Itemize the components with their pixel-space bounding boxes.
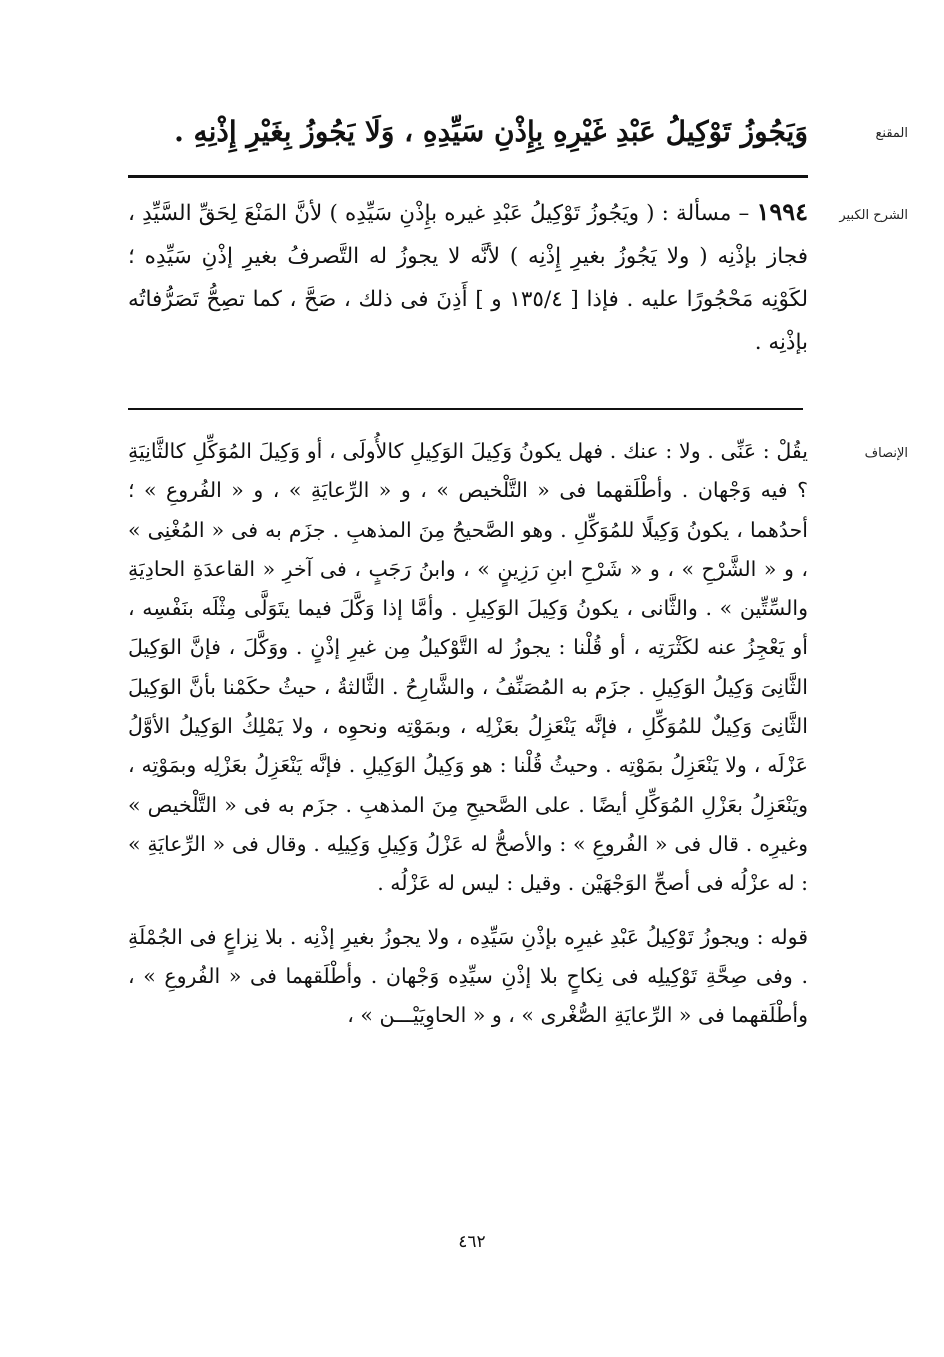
muqni-text <box>128 112 808 152</box>
insaf-paragraph-1: يقُلْ : عَنِّى . ولا : عنك . فهل يكونُ وَكِيلَ الوَكِيلِ كالأُولَى ، أو وَكِيلَ المُوَكِّلِ كالثَّانِيَةِ ؟ فيه وَجْهان . وأطْلَقهما فى « التَّلْخيص » ، و « الرِّعايَةِ » ، و « الفُروعِ » ؛ أحدُهما ، يكونُ وَكِيلًا للمُوَكِّلِ . وهو الصَّحيحُ مِنَ المذهبِ . جزَم به فى « المُغْنِى » ، و « الشَّرْحِ » ، و « شَرْحِ ابنِ رَزِينٍ » ، وابنُ رَجَبٍ ، فى آخرِ « القاعدَةِ الحادِيَةِ والسِّتِّين » . والثَّانى ، يكونُ وَكِيلَ الوَكِيلِ . وأمَّا إذا وَكَّلَ فيما يتَوَلَّى مِثْلَه بنَفْسِه ، أو يَعْجِزُ عنه لكَثْرَتِه ، أو قُلْنا : يجوزُ له التَّوْكيلُ مِن غيرِ إذْنٍ . ووَكَّلَ ، فإنَّ الوَكِيلَ الثَّانِىَ وَكِيلُ الوَكِيلِ . جزَم به المُصَنِّفُ ، والشَّارِحُ . الثَّالثةُ ، حيثُ حكَمْنا بأنَّ الوَكِيلَ الثَّانِىَ وَكِيلٌ للمُوَكِّلِ ، فإنَّه يَنْعَزِلُ بعَزْلِه ، وبمَوْتِه ونحوِه ، ولا يَمْلِكُ الوَكِيلُ الأوَّلُ عَزْلَه ، ولا يَنْعَزِلُ بمَوْتِه . وحيثُ قُلْنا : هو وَكِيلُ الوَكِيلِ . فإنَّه يَنْعَزِلُ بعَزْلِه وبمَوْتِه ، ويَنْعَزِلُ بعَزْلِ المُوَكِّلِ أيضًا . على الصَّحيحِ مِنَ المذهبِ . جزَم به فى « التَّلْخيص » وغيرِه . قال فى « الفُروعِ » : والأصحُّ له عَزْلُ وَكِيلِ وَكِيلِه . وقال فى « الرِّعايَةِ » : له عزْلُه فى أصحِّ الوَجْهَيْن . وقيل : ليس له عَزْلُه . <box>128 439 808 896</box>
sharh-text <box>128 190 808 364</box>
insaf-paragraph-2: قوله : ويجوزُ تَوْكِيلُ عَبْدِ غيرِه بإذْنِ سَيِّدِه ، ولا يجوزُ بغيرِ إذْنِه . بلا نِزاعٍ فى الجُمْلَةِ . وفى صِحَّةِ تَوْكِيلِه فى نِكاحٍ بلا إذْنِ سيِّدِه وَجْهان . وأطْلَقهما فى « الفُروعِ » ، وأطْلَقهما فى « الرِّعايَةِ الصُّغْرى » ، و « الحاوِيَيْـــن » ، <box>128 924 808 1028</box>
insaf-text <box>128 432 808 1035</box>
page-number: ٤٦٢ <box>458 1232 486 1252</box>
label-muqni: المقنع <box>875 126 908 141</box>
sharh-body: – مسألة : ( ويَجُوزُ تَوْكِيلُ عَبْدِ غيره بإِذْنِ سَيِّدِه ) لأنَّ المَنْعَ لِحَقِّ السَّيِّدِ ، فجاز بإذْنِه ( ولا يَجُوزُ بغيرِ إِذْنِه ) لأنَّه لا يجوزُ له التَّصرفُ بغيرِ إذْنِ سَيِّدِه ؛ لكَوْنِه مَحْجُورًا عليه . فإذا [ ١٣٥/٤ و ] أَذِنَ فى ذلك ، صَحَّ ، كما تصِحُّ تَصَرُّفاتُه بإذْنِه . <box>128 201 809 355</box>
muqni-divider <box>128 175 808 178</box>
label-insaf: الإنصاف <box>864 446 908 461</box>
muqni-body: وَيَجُوزُ تَوْكِيلُ عَبْدِ غَيْرِهِ بِإِذْنِ سَيِّدِهِ ، وَلَا يَجُوزُ بِغَيْرِ إِذْنِهِ . <box>174 115 808 148</box>
label-sharh: الشرح الكبير <box>839 208 908 223</box>
sharh-divider <box>128 408 803 410</box>
issue-number: ١٩٩٤ <box>756 197 808 226</box>
